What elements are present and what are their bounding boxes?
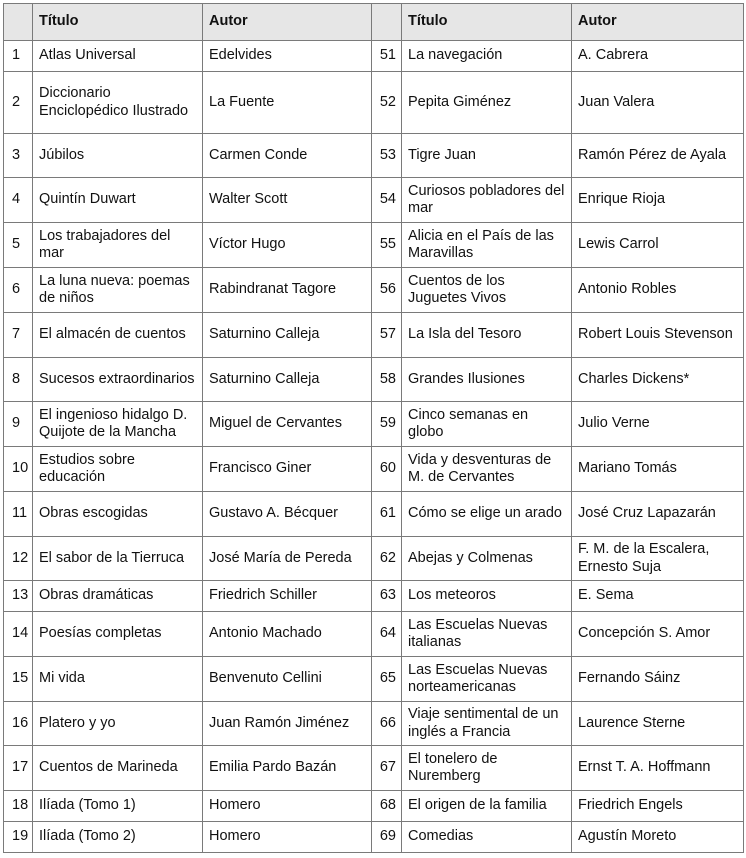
author-cell-left: Víctor Hugo	[203, 223, 372, 268]
row-number-right: 52	[372, 72, 402, 134]
title-cell-left: Platero y yo	[33, 702, 203, 746]
table-row	[4, 746, 744, 791]
row-number-left: 7	[4, 313, 33, 358]
author-cell-left: Gustavo A. Bécquer	[203, 492, 372, 537]
title-cell-left: Ilíada (Tomo 1)	[33, 791, 203, 822]
title-cell-right: Las Escuelas Nuevas norteamericanas	[402, 657, 572, 702]
row-number-right: 66	[372, 702, 402, 746]
table-row	[4, 178, 744, 223]
row-number-left: 1	[4, 41, 33, 72]
row-number-right: 69	[372, 822, 402, 853]
title-cell-left: La luna nueva: poemas de niños	[33, 268, 203, 313]
table-row	[4, 537, 744, 581]
row-number-left: 3	[4, 134, 33, 178]
author-cell-right: F. M. de la Escalera, Ernesto Suja	[572, 537, 744, 581]
title-cell-right: Grandes Ilusiones	[402, 358, 572, 402]
row-number-right: 62	[372, 537, 402, 581]
table-body	[4, 41, 744, 853]
title-cell-right: Alicia en el País de las Maravillas	[402, 223, 572, 268]
author-cell-left: Emilia Pardo Bazán	[203, 746, 372, 791]
title-cell-left: Diccionario Enciclopédico Ilustrado	[33, 72, 203, 134]
title-cell-left: Mi vida	[33, 657, 203, 702]
header-titulo-left: Título	[33, 4, 203, 41]
author-cell-right: Juan Valera	[572, 72, 744, 134]
author-cell-right: Robert Louis Stevenson	[572, 313, 744, 358]
title-cell-left: Júbilos	[33, 134, 203, 178]
table-row	[4, 268, 744, 313]
author-cell-left: Benvenuto Cellini	[203, 657, 372, 702]
table-row	[4, 791, 744, 822]
header-titulo-right: Título	[402, 4, 572, 41]
title-cell-left: Obras dramáticas	[33, 581, 203, 612]
row-number-left: 14	[4, 612, 33, 657]
row-number-right: 56	[372, 268, 402, 313]
author-cell-left: Edelvides	[203, 41, 372, 72]
author-cell-left: Friedrich Schiller	[203, 581, 372, 612]
table-row	[4, 72, 744, 134]
author-cell-right: E. Sema	[572, 581, 744, 612]
author-cell-right: Fernando Sáinz	[572, 657, 744, 702]
title-cell-right: Pepita Giménez	[402, 72, 572, 134]
row-number-right: 57	[372, 313, 402, 358]
title-cell-left: El ingenioso hidalgo D. Quijote de la Mancha	[33, 402, 203, 447]
title-cell-left: El sabor de la Tierruca	[33, 537, 203, 581]
author-cell-left: Homero	[203, 791, 372, 822]
title-cell-left: Estudios sobre educación	[33, 447, 203, 492]
author-cell-left: Walter Scott	[203, 178, 372, 223]
row-number-right: 64	[372, 612, 402, 657]
row-number-left: 11	[4, 492, 33, 537]
row-number-left: 15	[4, 657, 33, 702]
title-cell-right: Abejas y Colmenas	[402, 537, 572, 581]
author-cell-right: José Cruz Lapazarán	[572, 492, 744, 537]
title-cell-left: Cuentos de Marineda	[33, 746, 203, 791]
author-cell-left: Miguel de Cervantes	[203, 402, 372, 447]
row-number-right: 54	[372, 178, 402, 223]
table-row	[4, 313, 744, 358]
row-number-right: 65	[372, 657, 402, 702]
title-cell-left: El almacén de cuentos	[33, 313, 203, 358]
row-number-left: 5	[4, 223, 33, 268]
author-cell-left: Juan Ramón Jiménez	[203, 702, 372, 746]
author-cell-right: Julio Verne	[572, 402, 744, 447]
table-row	[4, 612, 744, 657]
row-number-left: 10	[4, 447, 33, 492]
title-cell-right: Cinco semanas en globo	[402, 402, 572, 447]
table-row	[4, 492, 744, 537]
row-number-right: 53	[372, 134, 402, 178]
row-number-left: 17	[4, 746, 33, 791]
title-cell-right: Curiosos pobladores del mar	[402, 178, 572, 223]
row-number-right: 60	[372, 447, 402, 492]
row-number-right: 63	[372, 581, 402, 612]
table-row	[4, 358, 744, 402]
table-row	[4, 134, 744, 178]
row-number-left: 8	[4, 358, 33, 402]
title-cell-right: El origen de la familia	[402, 791, 572, 822]
author-cell-left: Rabindranat Tagore	[203, 268, 372, 313]
author-cell-right: Charles Dickens*	[572, 358, 744, 402]
table-row	[4, 41, 744, 72]
author-cell-right: Ramón Pérez de Ayala	[572, 134, 744, 178]
title-cell-left: Atlas Universal	[33, 41, 203, 72]
title-cell-left: Obras escogidas	[33, 492, 203, 537]
row-number-right: 51	[372, 41, 402, 72]
title-cell-right: Tigre Juan	[402, 134, 572, 178]
row-number-right: 67	[372, 746, 402, 791]
title-cell-right: Las Escuelas Nuevas italianas	[402, 612, 572, 657]
title-cell-left: Quintín Duwart	[33, 178, 203, 223]
title-cell-right: La Isla del Tesoro	[402, 313, 572, 358]
author-cell-right: Agustín Moreto	[572, 822, 744, 853]
row-number-right: 68	[372, 791, 402, 822]
title-cell-left: Poesías completas	[33, 612, 203, 657]
books-table	[3, 3, 744, 853]
author-cell-right: Lewis Carrol	[572, 223, 744, 268]
row-number-right: 59	[372, 402, 402, 447]
author-cell-left: José María de Pereda	[203, 537, 372, 581]
header-num-right	[372, 4, 402, 41]
author-cell-left: Saturnino Calleja	[203, 358, 372, 402]
table-row	[4, 657, 744, 702]
author-cell-right: Ernst T. A. Hoffmann	[572, 746, 744, 791]
author-cell-right: A. Cabrera	[572, 41, 744, 72]
title-cell-left: Sucesos extraordinarios	[33, 358, 203, 402]
table-header	[4, 4, 744, 41]
author-cell-left: Francisco Giner	[203, 447, 372, 492]
table-row	[4, 702, 744, 746]
author-cell-right: Concepción S. Amor	[572, 612, 744, 657]
author-cell-right: Mariano Tomás	[572, 447, 744, 492]
row-number-right: 55	[372, 223, 402, 268]
author-cell-right: Laurence Sterne	[572, 702, 744, 746]
table-row	[4, 447, 744, 492]
author-cell-left: La Fuente	[203, 72, 372, 134]
table-row	[4, 223, 744, 268]
title-cell-right: Viaje sentimental de un inglés a Francia	[402, 702, 572, 746]
title-cell-right: La navegación	[402, 41, 572, 72]
row-number-left: 2	[4, 72, 33, 134]
title-cell-right: Los meteoros	[402, 581, 572, 612]
author-cell-left: Homero	[203, 822, 372, 853]
row-number-left: 6	[4, 268, 33, 313]
author-cell-left: Carmen Conde	[203, 134, 372, 178]
header-autor-left: Autor	[203, 4, 372, 41]
title-cell-right: Comedias	[402, 822, 572, 853]
table-row	[4, 822, 744, 853]
header-autor-right: Autor	[572, 4, 744, 41]
title-cell-right: Vida y desventuras de M. de Cervantes	[402, 447, 572, 492]
author-cell-left: Saturnino Calleja	[203, 313, 372, 358]
table-row	[4, 581, 744, 612]
author-cell-left: Antonio Machado	[203, 612, 372, 657]
title-cell-right: El tonelero de Nuremberg	[402, 746, 572, 791]
author-cell-right: Enrique Rioja	[572, 178, 744, 223]
row-number-left: 16	[4, 702, 33, 746]
row-number-right: 58	[372, 358, 402, 402]
title-cell-left: Ilíada (Tomo 2)	[33, 822, 203, 853]
row-number-left: 13	[4, 581, 33, 612]
row-number-left: 9	[4, 402, 33, 447]
row-number-left: 19	[4, 822, 33, 853]
title-cell-right: Cómo se elige un arado	[402, 492, 572, 537]
author-cell-right: Antonio Robles	[572, 268, 744, 313]
table-row	[4, 402, 744, 447]
author-cell-right: Friedrich Engels	[572, 791, 744, 822]
header-num-left	[4, 4, 33, 41]
title-cell-right: Cuentos de los Juguetes Vivos	[402, 268, 572, 313]
title-cell-left: Los trabajadores del mar	[33, 223, 203, 268]
row-number-left: 4	[4, 178, 33, 223]
row-number-left: 12	[4, 537, 33, 581]
row-number-right: 61	[372, 492, 402, 537]
row-number-left: 18	[4, 791, 33, 822]
